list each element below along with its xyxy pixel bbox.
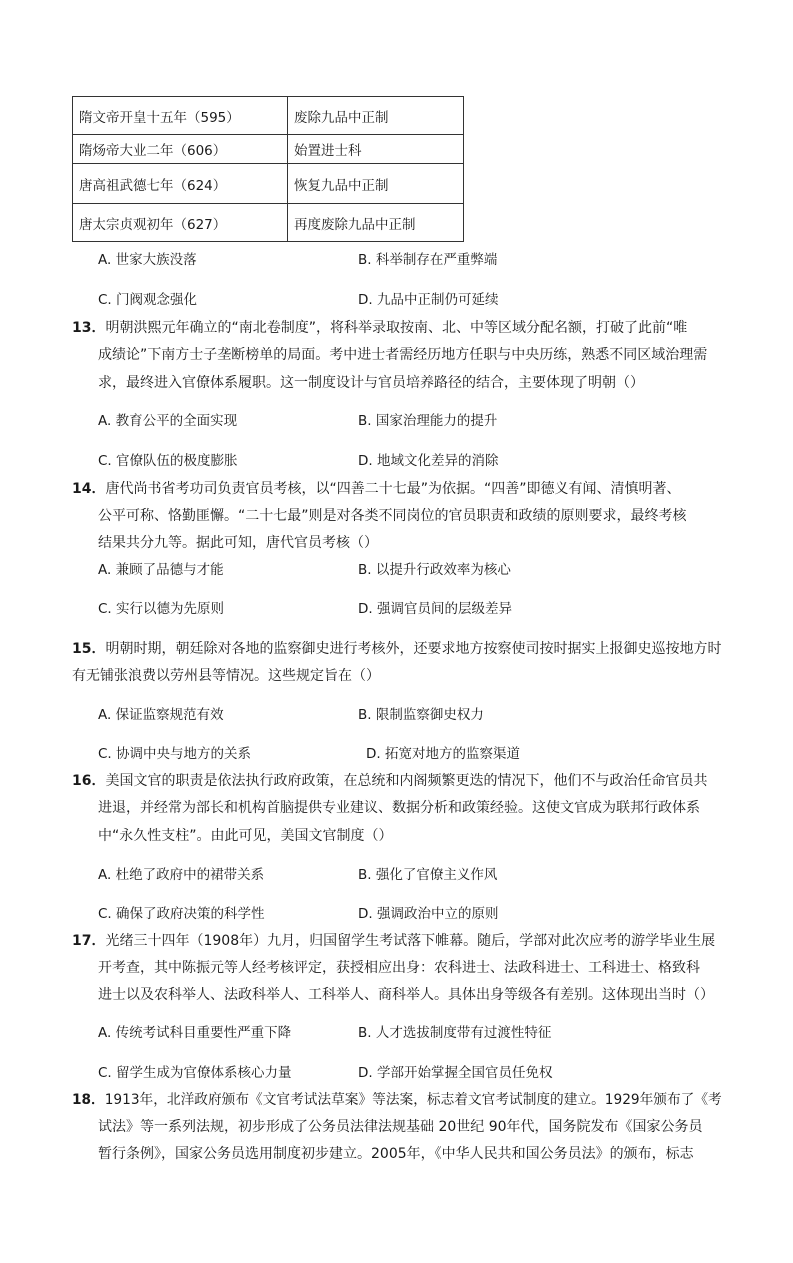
q17-option-a: A. 传统考试科目重要性严重下降 <box>98 1025 292 1041</box>
q15-stem-line: 有无铺张浪费以劳州县等情况。这些规定旨在（） <box>72 668 380 684</box>
q16-stem-line: 中“永久性支柱”。由此可见，美国文官制度（） <box>98 828 393 844</box>
q18-number: 18． <box>72 1092 105 1108</box>
q13-stem-line: 成绩论”下南方士子垄断榜单的局面。考中进士者需经历地方任职与中央历练，熟悉不同区域治理需 <box>98 347 708 363</box>
q16-number: 16． <box>72 773 106 789</box>
table-cell-period: 隋文帝开皇十五年（595） <box>73 97 288 135</box>
q17-stem-line <box>72 931 715 951</box>
q18-stem-line <box>72 1090 722 1110</box>
q15-stem-text: 明朝时期，朝廷除对各地的监察御史进行考核外，还要求地方按察使司按时据实上报御史巡按地方时 <box>105 641 722 657</box>
q15-option-c: C. 协调中央与地方的关系 <box>98 746 252 762</box>
q16-option-b: B. 强化了官僚主义作风 <box>358 867 498 883</box>
q13-option-d: D. 地域文化差异的消除 <box>358 453 499 469</box>
q16-option-c: C. 确保了政府决策的科学性 <box>98 906 265 922</box>
table-cell-period: 唐太宗贞观初年（627） <box>73 204 288 242</box>
q15-option-b: B. 限制监察御史权力 <box>358 707 484 723</box>
q14-stem-line: 结果共分九等。据此可知，唐代官员考核（） <box>98 535 378 551</box>
table-cell-event: 再度废除九品中正制 <box>288 204 464 242</box>
q14-stem-text: 唐代尚书省考功司负责官员考核，以“四善二十七最”为依据。“四善”即德义有闻、清慎明著、 <box>105 481 681 497</box>
q13-stem-text: 明朝洪熙元年确立的“南北卷制度”，将科举录取按南、北、中等区域分配名额，打破了此前“唯 <box>105 320 688 336</box>
q14-option-d: D. 强调官员间的层级差异 <box>358 601 512 617</box>
q14-stem-line: 公平可称、恪勤匪懈。“二十七最”则是对各类不同岗位的官员职责和政绩的原则要求，最终考核 <box>98 508 687 524</box>
q16-stem-line: 进退，并经常为部长和机构首脑提供专业建议、数据分析和政策经验。这使文官成为联邦行政体系 <box>98 800 700 816</box>
q14-option-a: A. 兼顾了品德与才能 <box>98 562 224 578</box>
q17-number: 17． <box>72 933 106 949</box>
q13-option-a: A. 教育公平的全面实现 <box>98 413 238 429</box>
table-row <box>73 204 464 242</box>
q14-option-b: B. 以提升行政效率为核心 <box>358 562 511 578</box>
table-row <box>73 135 464 164</box>
q16-stem-text: 美国文官的职责是依法执行政府政策，在总统和内阁频繁更迭的情况下，他们不与政治任命官员共 <box>105 773 708 789</box>
q18-stem-line: 试法》等一系列法规，初步形成了公务员法律法规基础 20世纪 90年代，国务院发布《国家公务员 <box>98 1119 703 1135</box>
q18-stem-line: 暂行条例》，国家公务员选用制度初步建立。2005年，《中华人民共和国公务员法》的颁布，标志 <box>98 1146 694 1162</box>
history-table <box>72 96 464 242</box>
table-cell-event: 恢复九品中正制 <box>288 164 464 204</box>
q16-option-d: D. 强调政治中立的原则 <box>358 906 499 922</box>
table-cell-event: 废除九品中正制 <box>288 97 464 135</box>
q13-number: 13． <box>72 320 106 336</box>
q16-option-a: A. 杜绝了政府中的裙带关系 <box>98 867 265 883</box>
q17-stem-line: 开考查，其中陈振元等人经考核评定，获授相应出身：农科进士、法政科进士、工科进士、格致科 <box>98 960 700 976</box>
q13-stem-line: 求，最终进入官僚体系履职。这一制度设计与官员培养路径的结合，主要体现了明朝（） <box>98 375 644 391</box>
q15-option-a: A. 保证监察规范有效 <box>98 707 224 723</box>
q15-option-d: D. 拓宽对地方的监察渠道 <box>366 746 520 762</box>
q18-stem-text: 1913年，北洋政府颁布《文官考试法草案》等法案，标志着文官考试制度的建立。1929年颁布了《考 <box>104 1092 722 1108</box>
table-cell-event: 始置进士科 <box>288 135 464 164</box>
q17-stem-line: 进士以及农科举人、法政科举人、工科举人、商科举人。具体出身等级各有差别。这体现出当时（） <box>98 987 714 1003</box>
q13-stem-line <box>72 318 687 338</box>
table-row <box>73 97 464 135</box>
q12-option-a: A. 世家大族没落 <box>98 252 197 268</box>
q16-stem-line <box>72 771 707 791</box>
table-cell-period: 隋炀帝大业二年（606） <box>73 135 288 164</box>
q17-option-d: D. 学部开始掌握全国官员任免权 <box>358 1065 553 1081</box>
table-row <box>73 164 464 204</box>
q12-option-b: B. 科举制存在严重弊端 <box>358 252 498 268</box>
q15-number: 15． <box>72 641 106 657</box>
q17-option-c: C. 留学生成为官僚体系核心力量 <box>98 1065 292 1081</box>
q17-option-b: B. 人才选拔制度带有过渡性特征 <box>358 1025 552 1041</box>
q12-option-d: D. 九品中正制仍可延续 <box>358 292 499 308</box>
q13-option-c: C. 官僚队伍的极度膨胀 <box>98 453 238 469</box>
table-cell-period: 唐高祖武德七年（624） <box>73 164 288 204</box>
q15-stem-line <box>72 639 721 659</box>
q14-stem-line <box>72 479 681 499</box>
q12-option-c: C. 门阀观念强化 <box>98 292 198 308</box>
q14-number: 14． <box>72 481 106 497</box>
q14-option-c: C. 实行以德为先原则 <box>98 601 225 617</box>
q17-stem-text: 光绪三十四年（1908年）九月，归国留学生考试落下帷幕。随后，学部对此次应考的游学毕业生展 <box>105 933 716 949</box>
q13-option-b: B. 国家治理能力的提升 <box>358 413 498 429</box>
